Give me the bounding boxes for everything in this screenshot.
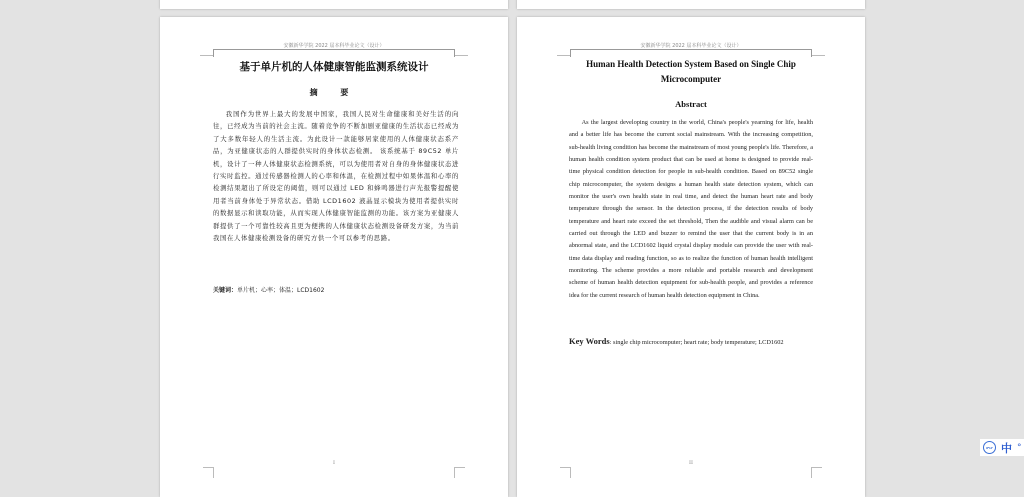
header-rule-right-mark xyxy=(812,55,825,56)
margin-corner-mark xyxy=(203,467,214,478)
margin-corner-mark xyxy=(454,467,465,478)
ime-punctuation-icon[interactable]: ° xyxy=(1017,442,1022,453)
header-rule-left-mark xyxy=(200,55,213,56)
keywords-label-en: Key Words xyxy=(569,336,610,346)
ime-status-bar[interactable] xyxy=(980,439,1024,456)
page-chinese-abstract xyxy=(160,17,508,497)
margin-corner-mark xyxy=(811,467,822,478)
keywords-cn xyxy=(213,285,459,294)
previous-page-left xyxy=(160,0,508,9)
header-rule xyxy=(213,49,455,57)
keywords-en xyxy=(569,336,819,346)
keywords-text-en: : single chip microcomputer; heart rate; body temperature; LCD1602 xyxy=(609,339,784,346)
thesis-title-cn: 基于单片机的人体健康智能监测系统设计 xyxy=(239,61,429,73)
page-number: II xyxy=(689,460,693,466)
keywords-label-cn: 关键词： xyxy=(213,287,238,294)
running-header: 安徽新华学院 2022 届本科毕业论文（设计） xyxy=(640,43,742,49)
abstract-body-en: As the largest developing country in the world, China's people's yearning for life, health and a better life has become the current social mainstream. With the increasing competition, sub-health living condition has become the mainstream of most young people's life. Therefore, a human health condition system product that can be used at home is designed to provide real-time physical condition detection for people in sub-health condition. Based on 89C52 single chip microcomputer, the system designs a human health state detection system, which can monitor the user's own health state in real time, and detect the human heart rate and body temperature through the sensor. In the detection process, if the detection results of body temperature and heart rate exceed the set threshold, Then the audible and visual alarm can be carried out through the LED and buzzer to remind the user that the current body is in an abnormal state, and the LCD1602 liquid crystal display module can provide the user with real-time data display and reading function, so as to realize the function of human health intelligent monitoring. The scheme provides a more reliable and portable research and development scheme of human health detection equipment for sub-health people, and provides a reference idea for the current research of human health detection equipment in China. xyxy=(569,119,813,299)
page-number: I xyxy=(333,460,335,466)
previous-page-right xyxy=(517,0,865,9)
abstract-body-cn: 我国作为世界上最大的发展中国家，我国人民对生命健康和美好生活的向往，已经成为当前的社会主流。随着竞争的不断加剧亚健康的生活状态已经成为了大多数年轻人的生活主流。为此设计一款能够居家使用的人体健康状态系产品，为亚健康状态的人群提供实时的身体状态检测。 该系统基于 89C52 单片机，设计了一种人体健康状态检测系统，可以为使用者对自身的身体健康状态进行实时监控。通过传感器检测人的心率和体温，在检测过程中如果体温和心率的检测结果超出了所设定的阈值，则可以通过 LED 和蜂鸣器进行声光报警提醒使用者当前身体处于异常状态。借助 LCD1602 液晶显示模块为使用者提供实时的数据显示和读取功能，从而实现人体健康智能监测的功能。该方案为亚健康人群提供了一个可靠性较高且更为便携的人体健康状态检测设备研发方案，为当前我国在人体健康检测设备的研究方供一个可以参考的思路。 xyxy=(213,110,459,243)
header-rule-right-mark xyxy=(455,55,468,56)
thesis-title-en: Human Health Detection System Based on Single Chip Microcomputer xyxy=(586,59,796,84)
keywords-text-cn: 单片机；心率；体温；LCD1602 xyxy=(237,287,325,294)
running-header: 安徽新华学院 2022 届本科毕业论文（设计） xyxy=(283,43,385,49)
margin-corner-mark xyxy=(560,467,571,478)
ime-language-toggle[interactable]: 中 xyxy=(1001,441,1012,455)
header-rule-left-mark xyxy=(557,55,570,56)
page-english-abstract xyxy=(517,17,865,497)
ime-logo-icon[interactable]: iFLY xyxy=(983,441,996,454)
abstract-heading-en: Abstract xyxy=(675,99,707,109)
header-rule xyxy=(570,49,812,57)
abstract-heading-cn: 摘 要 xyxy=(309,88,359,97)
